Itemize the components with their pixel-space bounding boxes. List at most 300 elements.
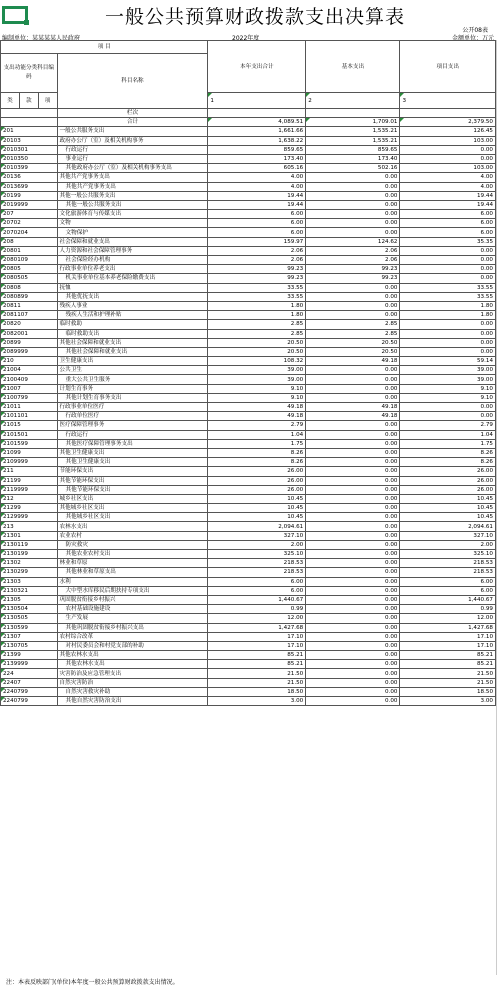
project-amount: 33.55 [400,283,496,292]
basic-amount: 0.00 [306,485,400,494]
total-amount: 325.10 [208,550,306,559]
subject-name: 卫生健康支出 [57,357,208,366]
total-amount: 26.00 [208,476,306,485]
total-amount: 327.10 [208,531,306,540]
total-amount: 108.32 [208,357,306,366]
basic-amount: 0.00 [306,219,400,228]
table-row [1,237,496,246]
project-amount: 85.21 [400,660,496,669]
total-amount: 17.10 [208,641,306,650]
subject-code: 224 [1,669,58,678]
total-amount: 6.00 [208,586,306,595]
table-row [1,614,496,623]
subject-name: 机关事业单位基本养老保险缴费支出 [57,274,208,283]
subject-code: 2080899 [1,292,58,301]
project-amount: 6.00 [400,228,496,237]
total-amount: 49.18 [208,403,306,412]
table-row [1,384,496,393]
subject-name: 其他农业农村支出 [57,550,208,559]
table-row [1,550,496,559]
subject-code: 2129999 [1,513,58,522]
table-row [1,412,496,421]
project-amount: 218.53 [400,568,496,577]
basic-amount: 0.00 [306,651,400,660]
total-amount: 3.00 [208,697,306,706]
header-subject-name: 科目名称 [57,54,208,109]
project-amount: 21.50 [400,669,496,678]
total-amount: 2.06 [208,246,306,255]
project-amount: 33.55 [400,292,496,301]
table-row [1,623,496,632]
basic-amount: 99.23 [306,274,400,283]
table-row [1,393,496,402]
project-amount: 218.53 [400,559,496,568]
basic-amount: 0.00 [306,467,400,476]
project-amount: 6.00 [400,210,496,219]
table-row [1,586,496,595]
subject-name: 其他节能环保支出 [57,485,208,494]
subject-code: 21004 [1,366,58,375]
table-row [1,338,496,347]
subject-name: 行政事业单位养老支出 [57,265,208,274]
table-row [1,494,496,503]
subject-name: 抚恤 [57,283,208,292]
org-label: 编制单位：某某某某人民政府 [2,35,81,42]
subject-name: 其他农林水支出 [57,660,208,669]
header-n3: 3 [400,93,496,109]
subject-name: 行政单位医疗 [57,412,208,421]
header-total: 本年支出合计 [208,41,306,93]
subject-name: 巩固脱贫衔接乡村振兴 [57,595,208,604]
basic-amount: 1,535.21 [306,136,400,145]
project-amount: 2.00 [400,540,496,549]
project-amount: 1.75 [400,439,496,448]
table-row [1,467,496,476]
total-amount: 12.00 [208,614,306,623]
basic-amount: 0.00 [306,173,400,182]
project-amount: 0.00 [400,274,496,283]
project-amount: 6.00 [400,577,496,586]
subject-name: 其他农林水支出 [57,651,208,660]
subject-code: 2130504 [1,605,58,614]
subject-name: 其他林业和草原支出 [57,568,208,577]
table-row [1,504,496,513]
header-n1: 1 [208,93,306,109]
project-amount: 9.10 [400,393,496,402]
project-amount: 19.44 [400,191,496,200]
subject-name: 政府办公厅（室）及相关机构事务 [57,136,208,145]
project-amount: 26.00 [400,485,496,494]
table-row [1,687,496,696]
table-row [1,605,496,614]
subject-name: 其他社会保障和就业支出 [57,338,208,347]
subject-name: 其他政府办公厅（室）及相关机构事务支出 [57,164,208,173]
header-project: 项目支出 [400,41,496,93]
total-amount: 1,638.22 [208,136,306,145]
project-amount: 2.79 [400,421,496,430]
basic-amount: 0.00 [306,476,400,485]
table-row [1,421,496,430]
subject-code: 2100799 [1,393,58,402]
project-amount: 85.21 [400,651,496,660]
basic-amount: 0.00 [306,559,400,568]
subject-code: 211 [1,467,58,476]
basic-amount: 0.00 [306,632,400,641]
basic-amount: 0.00 [306,210,400,219]
basic-amount: 0.00 [306,669,400,678]
total-amount: 859.65 [208,145,306,154]
table-row [1,301,496,310]
total-amount: 49.18 [208,412,306,421]
basic-amount: 0.00 [306,292,400,301]
subject-name: 灾害防治及应急管理支出 [57,669,208,678]
total-amount: 6.00 [208,210,306,219]
project-amount: 1,440.67 [400,595,496,604]
project-amount: 19.44 [400,200,496,209]
subject-name: 自然灾害防治 [57,678,208,687]
subject-name: 临时救助 [57,320,208,329]
table-row [1,430,496,439]
subject-name: 其他巩固脱贫衔接乡村振兴支出 [57,623,208,632]
table-row [1,697,496,706]
project-amount: 8.26 [400,458,496,467]
active-cell-indicator [2,6,28,24]
subject-code: 20808 [1,283,58,292]
table-row [1,200,496,209]
total-amount: 1.04 [208,430,306,439]
subject-name: 事业运行 [57,154,208,163]
header-n2: 2 [306,93,400,109]
subject-code: 2130599 [1,623,58,632]
subject-name: 其他一般公共服务支出 [57,200,208,209]
project-amount: 1,427.68 [400,623,496,632]
total-amount: 20.50 [208,347,306,356]
total-amount: 19.44 [208,200,306,209]
project-amount: 10.45 [400,513,496,522]
total-amount: 85.21 [208,660,306,669]
total-amount: 1.80 [208,311,306,320]
table-row [1,274,496,283]
subject-code: 2240799 [1,697,58,706]
subject-name: 农村综合改革 [57,632,208,641]
basic-amount: 49.18 [306,357,400,366]
total-amount: 2.85 [208,329,306,338]
subject-name: 其他医疗保障管理事务支出 [57,439,208,448]
total-amount: 173.40 [208,154,306,163]
subject-code: 2080109 [1,256,58,265]
total-amount: 218.53 [208,568,306,577]
project-amount: 0.00 [400,265,496,274]
table-row [1,191,496,200]
subject-code: 20805 [1,265,58,274]
table-row [1,531,496,540]
total-amount: 2.06 [208,256,306,265]
total-amount: 2,094.61 [208,522,306,531]
total-amount: 1,440.67 [208,595,306,604]
project-amount: 0.00 [400,145,496,154]
table-row [1,522,496,531]
basic-amount: 0.00 [306,301,400,310]
subject-name: 文物保护 [57,228,208,237]
subject-code: 2139999 [1,660,58,669]
subject-name: 公共卫生 [57,366,208,375]
project-amount: 9.10 [400,384,496,393]
basic-amount: 0.00 [306,458,400,467]
project-amount: 0.00 [400,338,496,347]
subject-code: 20801 [1,246,58,255]
basic-amount: 2.85 [306,329,400,338]
lanci-label: 栏次 [57,109,208,118]
total-amount: 4.00 [208,173,306,182]
project-amount: 10.45 [400,494,496,503]
subject-code: 2109999 [1,458,58,467]
total-amount: 26.00 [208,467,306,476]
table-row [1,366,496,375]
subject-code: 21302 [1,559,58,568]
header-basic: 基本支出 [306,41,400,93]
header-xiang: 项 [38,93,57,109]
total-amount: 4,089.51 [208,118,306,127]
basic-amount: 49.18 [306,412,400,421]
subject-code: 21399 [1,651,58,660]
total-amount: 17.10 [208,632,306,641]
subject-name: 农村基础设施建设 [57,605,208,614]
project-amount: 0.00 [400,246,496,255]
subject-name: 防灾救灾 [57,540,208,549]
table-row [1,632,496,641]
total-amount: 6.00 [208,219,306,228]
table-row [1,568,496,577]
subject-name: 其他优抚支出 [57,292,208,301]
basic-amount: 0.00 [306,191,400,200]
subject-name: 计划生育事务 [57,384,208,393]
project-amount: 3.00 [400,697,496,706]
project-amount: 18.50 [400,687,496,696]
subject-name: 行政运行 [57,145,208,154]
basic-amount: 0.00 [306,605,400,614]
table-row [1,485,496,494]
subject-code: 2070204 [1,228,58,237]
total-amount: 99.23 [208,274,306,283]
subject-code: 2130505 [1,614,58,623]
sheet-gridline [496,40,504,975]
header-lei: 类 [1,93,20,109]
subject-code: 208 [1,237,58,246]
project-amount: 17.10 [400,641,496,650]
subject-code: 20136 [1,173,58,182]
subject-code: 21015 [1,421,58,430]
basic-amount: 173.40 [306,154,400,163]
project-amount: 0.00 [400,403,496,412]
basic-amount: 0.00 [306,577,400,586]
subject-code: 201 [1,127,58,136]
subject-name: 文物 [57,219,208,228]
subject-code: 2130199 [1,550,58,559]
basic-amount: 0.00 [306,393,400,402]
subject-name: 社会保障和就业支出 [57,237,208,246]
project-amount: 0.00 [400,320,496,329]
subject-code: 21307 [1,632,58,641]
project-amount: 4.00 [400,173,496,182]
basic-amount: 2.06 [306,256,400,265]
total-amount: 8.26 [208,458,306,467]
total-amount: 39.00 [208,366,306,375]
subject-name: 行政运行 [57,430,208,439]
table-row [1,329,496,338]
subject-name: 其他共产党事务支出 [57,173,208,182]
subject-name: 生产发展 [57,614,208,623]
subject-code: 2101501 [1,430,58,439]
subject-code: 20820 [1,320,58,329]
basic-amount: 20.50 [306,338,400,347]
total-amount: 0.99 [208,605,306,614]
project-amount: 10.45 [400,504,496,513]
table-row [1,246,496,255]
total-amount: 10.45 [208,504,306,513]
subject-code: 20811 [1,301,58,310]
total-amount: 21.50 [208,669,306,678]
total-amount: 2.00 [208,540,306,549]
table-row [1,595,496,604]
subject-code: 21299 [1,504,58,513]
project-amount: 6.00 [400,219,496,228]
table-row [1,678,496,687]
project-amount: 0.00 [400,329,496,338]
project-amount: 0.00 [400,412,496,421]
table-row [1,513,496,522]
subject-name: 城乡社区支出 [57,494,208,503]
basic-amount: 0.00 [306,430,400,439]
subject-name: 人力资源和社会保障管理事务 [57,246,208,255]
table-row [1,173,496,182]
total-amount: 33.55 [208,292,306,301]
basic-amount: 0.00 [306,531,400,540]
subject-code: 2089999 [1,347,58,356]
subject-code: 21007 [1,384,58,393]
subject-code: 2119999 [1,485,58,494]
basic-amount: 0.00 [306,513,400,522]
project-amount: 103.00 [400,164,496,173]
subject-code: 20899 [1,338,58,347]
basic-amount: 0.00 [306,384,400,393]
page-title: 一般公共预算财政拨款支出决算表 [104,6,405,28]
total-amount: 605.16 [208,164,306,173]
total-amount: 20.50 [208,338,306,347]
total-amount: 85.21 [208,651,306,660]
basic-amount: 2.06 [306,246,400,255]
basic-amount: 0.00 [306,623,400,632]
project-amount: 325.10 [400,550,496,559]
total-amount: 8.26 [208,448,306,457]
table-row [1,651,496,660]
basic-amount: 49.18 [306,403,400,412]
project-amount: 2,379.50 [400,118,496,127]
subject-code: 2101599 [1,439,58,448]
subject-code: 2082001 [1,329,58,338]
basic-amount: 0.00 [306,311,400,320]
total-amount: 33.55 [208,283,306,292]
project-amount: 4.00 [400,182,496,191]
project-amount: 35.35 [400,237,496,246]
subject-name: 水利 [57,577,208,586]
basic-amount: 0.00 [306,439,400,448]
subject-code: 21303 [1,577,58,586]
table-row [1,660,496,669]
basic-amount: 0.00 [306,641,400,650]
project-amount: 103.00 [400,136,496,145]
subject-code: 21099 [1,448,58,457]
basic-amount: 0.00 [306,550,400,559]
table-row [1,136,496,145]
subject-code: 2130119 [1,540,58,549]
table-row [1,577,496,586]
basic-amount: 0.00 [306,586,400,595]
total-amount: 18.50 [208,687,306,696]
subject-code: 2130299 [1,568,58,577]
table-row [1,439,496,448]
total-amount: 1.80 [208,301,306,310]
table-row [1,311,496,320]
table-row [1,403,496,412]
subject-code: 2081107 [1,311,58,320]
subject-name: 其他卫生健康支出 [57,458,208,467]
project-amount: 126.45 [400,127,496,136]
basic-amount: 0.00 [306,522,400,531]
expenditure-table [0,40,496,706]
subject-code: 2130705 [1,641,58,650]
project-amount: 17.10 [400,632,496,641]
project-amount: 39.00 [400,375,496,384]
project-amount: 39.00 [400,366,496,375]
header-func-code: 支出功能分类科目编码 [1,54,58,93]
subject-name: 农林水支出 [57,522,208,531]
subject-code: 20702 [1,219,58,228]
table-row [1,540,496,549]
table-row [1,476,496,485]
project-amount: 2,094.61 [400,522,496,531]
header-kuan: 款 [19,93,38,109]
subject-code: 20103 [1,136,58,145]
table-row [1,256,496,265]
subject-name: 其他社会保障和就业支出 [57,347,208,356]
basic-amount: 0.00 [306,182,400,191]
basic-amount: 0.00 [306,614,400,623]
basic-amount: 0.00 [306,540,400,549]
subject-name: 临时救助支出 [57,329,208,338]
heji-label: 合计 [57,118,208,127]
subject-name: 其他计划生育事务支出 [57,393,208,402]
subject-name: 其他卫生健康支出 [57,448,208,457]
total-amount: 9.10 [208,384,306,393]
project-amount: 0.00 [400,347,496,356]
basic-amount: 0.00 [306,375,400,384]
basic-amount: 2.85 [306,320,400,329]
total-amount: 21.50 [208,678,306,687]
total-amount: 10.45 [208,494,306,503]
basic-amount: 0.00 [306,421,400,430]
subject-name: 其他节能环保支出 [57,476,208,485]
total-amount: 1,661.66 [208,127,306,136]
subject-code: 2013699 [1,182,58,191]
table-row [1,357,496,366]
total-amount: 26.00 [208,485,306,494]
table-row [1,219,496,228]
table-row [1,228,496,237]
total-amount: 159.97 [208,237,306,246]
total-amount: 9.10 [208,393,306,402]
subject-code: 2010399 [1,164,58,173]
subject-code: 212 [1,494,58,503]
